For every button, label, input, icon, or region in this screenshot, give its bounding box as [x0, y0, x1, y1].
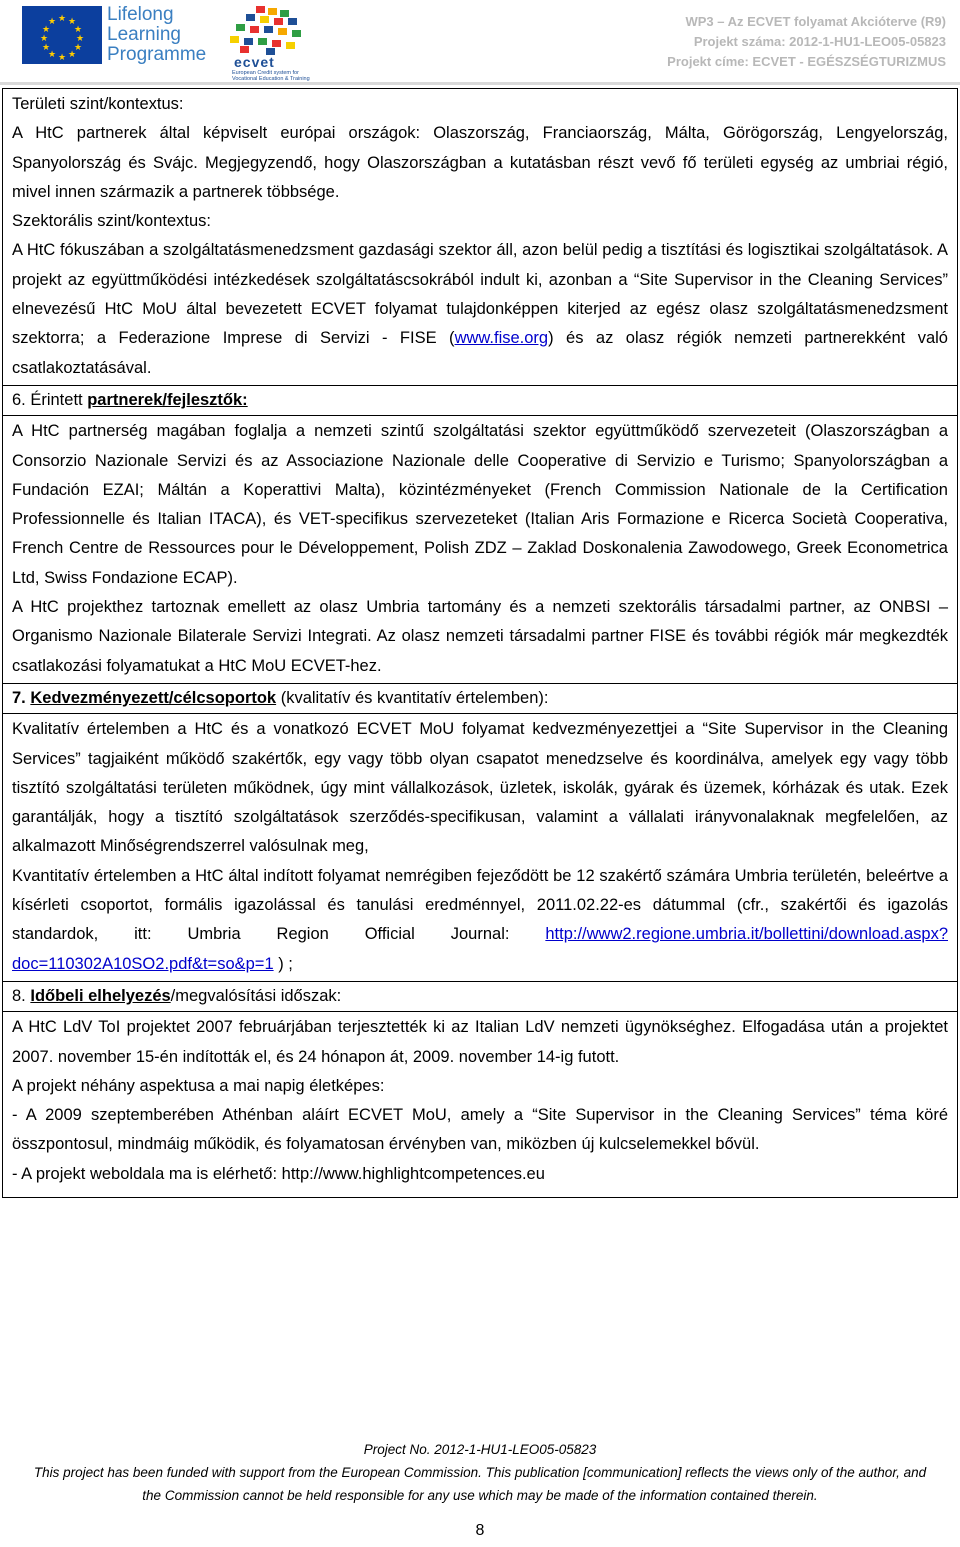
page-number: 8: [475, 1522, 485, 1539]
section-6-number: 6. Érintett: [12, 390, 88, 409]
llp-logo-line: Learning: [107, 24, 181, 45]
ecvet-logo-subtitle: European Credit system for Vocational Education & Training: [232, 70, 310, 82]
section-context: [3, 89, 957, 386]
header-project-info: [667, 12, 946, 72]
lifelong-learning-programme-logo: [22, 5, 206, 65]
footer-project-number: Project No. 2012-1-HU1-LEO05-05823: [363, 1442, 597, 1457]
timeline-text-2: A projekt néhány aspektusa a mai napig életképes:: [12, 1076, 385, 1095]
llp-logo-line: Programme: [107, 44, 207, 65]
quantitative-text: [12, 862, 948, 979]
partners-text-2: A HtC projekthez tartoznak emellett az olasz Umbria tartomány és a nemzeti szektorális társadalmi partner, az ONBSI – Organismo Nazionale Bilaterale Servizi Integrati. Az olasz nemzeti társadalmi partner FISE és további régiók már megkezdték csatlakozási folyamatukat a HtC MoU ECVET-hez.: [12, 598, 948, 675]
section-7-title-rest: (kvalitatív és kvantitatív értelemben):: [276, 688, 549, 707]
territorial-heading: Területi szint/kontextus:: [12, 95, 184, 113]
content-table: [2, 88, 958, 1198]
sectoral-text-part: ) és az olasz régiók nemzeti partnerekként való csatlakoztatásával.: [12, 329, 948, 377]
section-8-title: Időbeli elhelyezés: [30, 986, 171, 1005]
header-line-project-number: Projekt száma: 2012-1-HU1-LEO05-05823: [693, 34, 946, 49]
section-8-body: [3, 1012, 957, 1197]
sectoral-heading: Szektorális szint/kontextus:: [12, 212, 211, 231]
qualitative-text: Kvalitatív értelemben a HtC és a vonatkozó ECVET MoU folyamat kedvezményezettjei a “Site Supervisor in the Cleaning Services” tagjaiként működő szakértők, egy vagy több olyan csapatot menedzselve és koordinálva, amelyek egy vagy több tisztító szolgáltatási területen működnek, úgy mint vállalkozások, üzletek, iskolák, gyárak és üzemek, kórházak és utak. Ezek garantálják, hogy a tisztító szolgáltatások szerződés-specifikusan, valamint a vállalati irányvonalaknak megfelelően, az alkalmazott Minőségrendszerrel valósulnak meg,: [12, 720, 948, 856]
section-6-body: [3, 416, 957, 684]
territorial-text: A HtC partnerek által képviselt európai országok: Olaszország, Franciaország, Málta, Görögország, Lengyelország, Spanyolország és Svájc. Megjegyzendő, hogy Olaszországban a kutatásban részt vevő fő területi egység az umbriai régió, mivel innen származik a partnerek többsége.: [12, 124, 948, 201]
footer-disclaimer-2: the Commission cannot be held responsible for any use which may be made of the information contained therein.: [142, 1488, 818, 1503]
section-7-number: 7.: [12, 688, 31, 707]
section-8-heading: [3, 982, 957, 1012]
ecvet-cubes-icon: [226, 4, 308, 54]
umbria-journal-link[interactable]: http://www2.regione.umbria.it/bollettini/download.aspx?doc=110302A10SO2.pdf&t=so&p=1: [12, 925, 948, 973]
page-header: [0, 0, 960, 88]
footer-disclaimer-1: This project has been funded with support from the European Commission. This publication [communication] reflects the views only of the author, and: [33, 1465, 927, 1480]
section-6-title: partnerek/fejlesztők:: [87, 390, 248, 409]
timeline-bullet-1: - A 2009 szeptemberében Athénban aláírt ECVET MoU, amely a “Site Supervisor in the Cleaning Services” téma köré összpontosul, mindmáig működik, és folyamatosan érvényben van, miközben új kulcselemekkel bővül.: [12, 1106, 948, 1154]
ecvet-logo: [226, 4, 308, 84]
header-line-document: WP3 – Az ECVET folyamat Akcióterve (R9): [685, 14, 946, 29]
header-line-project-title: Projekt címe: ECVET - EGÉSZSÉGTURIZMUS: [667, 54, 946, 69]
llp-logo-line: Lifelong: [107, 4, 174, 25]
section-6-heading: [3, 386, 957, 416]
ecvet-logo-name: ecvet: [234, 54, 275, 70]
section-7-heading: [3, 684, 957, 714]
sectoral-text: [12, 236, 948, 382]
section-8-number: 8.: [12, 986, 31, 1005]
section-8-title-rest: /megvalósítási időszak:: [170, 986, 342, 1005]
sectoral-text-part: A HtC fókuszában a szolgáltatásmenedzsment gazdasági szektor áll, azon belül pedig a tisztítási és logisztikai szolgáltatások. A projekt az együttműködési intézkedések szolgáltatáscsokrából indult ki, azonban a “Site Supervisor in the Cleaning Services” elnevezésű HtC MoU által bevezetett ECVET folyamat tulajdonképpen kiterjed az egész olasz szolgáltatásmenedzsment szektorra; a Federazione Imprese di Servizi - FISE (: [12, 241, 948, 348]
quantitative-text-part: Kvantitatív értelemben a HtC által indított folyamat nemrégiben fejeződött be 12 szakértő számára Umbria területén, beleértve a kísérleti csoportot, formális igazolással és tanulási eredménnyel, 2011.02.22-es dátummal (cfr., szakértői és igazolás standardok, itt: Umbria Region Official Journal:: [12, 866, 948, 944]
quantitative-text-end: ) ;: [273, 954, 293, 973]
fise-link[interactable]: www.fise.org: [454, 329, 549, 348]
header-divider: [0, 82, 960, 85]
page-footer: [0, 1438, 960, 1507]
timeline-bullet-2: - A projekt weboldala ma is elérhető: http://www.highlightcompetences.eu: [12, 1164, 545, 1183]
section-7-body: [3, 714, 957, 982]
timeline-text: A HtC LdV ToI projektet 2007 februárjában terjesztették ki az Italian LdV nemzeti ügynökséghez. Elfogadása után a projektet 2007. november 15-én indították el, és 24 hónapon át, 2009. november 14-ig futott.: [12, 1018, 948, 1066]
eu-flag-icon: ★ ★ ★ ★ ★ ★ ★ ★ ★ ★ ★ ★: [22, 6, 102, 64]
partners-text: A HtC partnerség magában foglalja a nemzeti szintű szolgáltatási szektor együttműködő szervezeteit (Olaszországban a Consorzio Nazionale Servizi és az Associazione Nazionale delle Cooperative di Servizio e Turismo; Spanyolországban a Fundación EZAI; Máltán a Koperattivi Malta), közintézményeket (French Commission Nationale de la Certification Professionnelle és Italian ITACA), és VET-specifikus szervezeteket (Italian Aris Formazione e Ricerca Società Cooperativa, French Centre de Ressources pour le Développement, Polish ZDZ – Zaklad Doskonalenia Zawodowego, Greek Econometrica Ltd, Swiss Fondazione ECAP).: [12, 422, 948, 587]
section-7-title: Kedvezményezett/célcsoportok: [30, 688, 277, 707]
